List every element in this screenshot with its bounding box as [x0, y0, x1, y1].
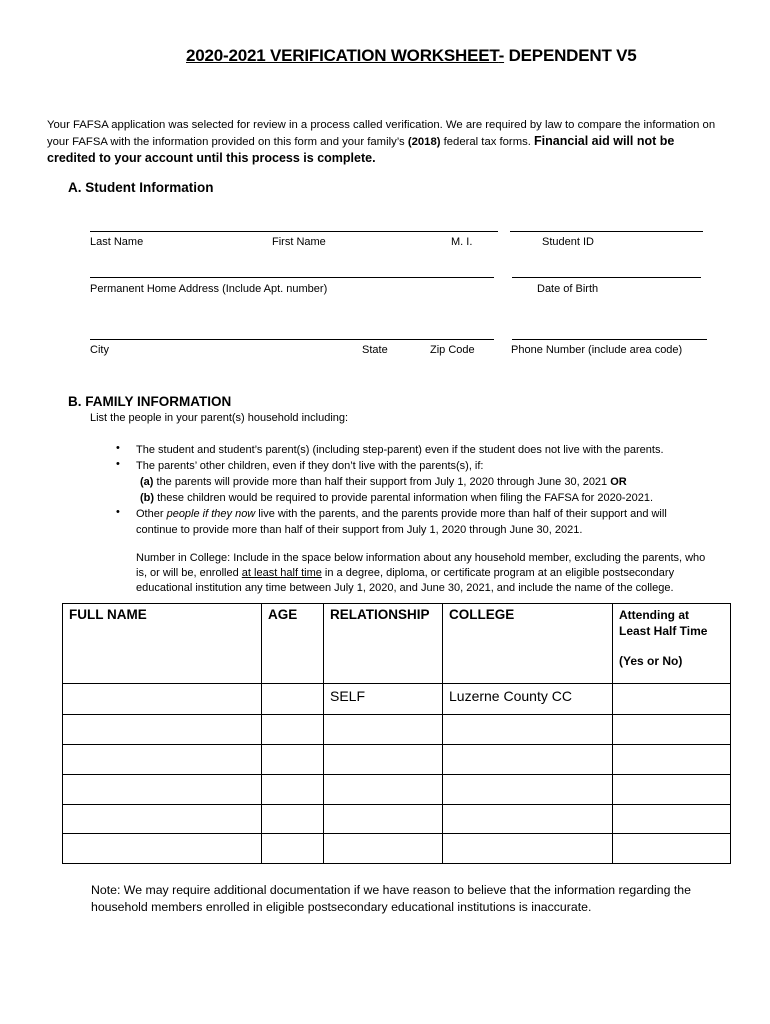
attending-cell[interactable]	[613, 775, 731, 805]
full-name-cell[interactable]	[63, 684, 262, 715]
title-dash: -	[498, 46, 505, 65]
college-note-line-1: Number in College: Include in the space below information about any household member, excluding the parents, who	[136, 552, 706, 564]
footer-note	[91, 882, 731, 916]
bullet-2-text: The parents’ other children, even if they don’t live with the parents(s), if:	[136, 460, 484, 472]
college-cell[interactable]	[443, 745, 613, 775]
college-note-text-a: is, or will be, enrolled	[136, 567, 242, 579]
relationship-value	[324, 834, 442, 838]
relationship-value	[324, 745, 442, 749]
attending-value	[613, 775, 730, 779]
first-name-label: First Name	[272, 236, 326, 248]
zip-label: Zip Code	[430, 344, 475, 356]
full-name-cell[interactable]	[63, 715, 262, 745]
age-cell[interactable]	[262, 775, 324, 805]
intro-line-2-text: your FAFSA with the information provided on this form and your family’s	[47, 136, 408, 148]
name-field-line[interactable]	[90, 231, 498, 232]
relationship-cell[interactable]	[324, 715, 443, 745]
age-cell[interactable]	[262, 834, 324, 864]
note-line-2: household members enrolled in eligible postsecondary educational institutions is inaccurate.	[91, 900, 592, 914]
full-name-value	[63, 834, 261, 838]
city-label: City	[90, 344, 109, 356]
college-cell[interactable]	[443, 805, 613, 834]
bullet-1-text: The student and student’s parent(s) (including step-parent) even if the student does not live with the parents.	[136, 444, 664, 456]
table-row	[63, 775, 731, 805]
table-row	[63, 805, 731, 834]
full-name-value	[63, 715, 261, 719]
intro-paragraph	[47, 117, 737, 167]
attending-value	[613, 715, 730, 719]
table-row	[63, 715, 731, 745]
bullet-3-text-c: live with the parents, and the parents provide more than half of their support and will	[255, 508, 667, 520]
age-value	[262, 745, 323, 749]
age-value	[262, 834, 323, 838]
relationship-cell[interactable]	[324, 745, 443, 775]
full-name-value	[63, 684, 261, 688]
college-value: Luzerne County CC	[449, 688, 572, 704]
state-label: State	[362, 344, 388, 356]
sub-item-b	[140, 490, 653, 506]
dob-label: Date of Birth	[537, 283, 599, 295]
bullet-3-text	[136, 506, 667, 522]
attending-value	[613, 834, 730, 838]
college-cell[interactable]	[443, 684, 613, 715]
attending-header-line-3: (Yes or No)	[619, 654, 683, 668]
household-table	[62, 603, 731, 864]
college-cell[interactable]	[443, 715, 613, 745]
relationship-value: SELF	[330, 688, 366, 704]
intro-line-3	[47, 150, 737, 167]
intro-tax-year: (2018)	[407, 136, 441, 148]
full-name-value	[63, 745, 261, 749]
attending-cell[interactable]	[613, 745, 731, 775]
relationship-cell[interactable]	[324, 834, 443, 864]
sub-item-a-tag: (a)	[140, 476, 154, 488]
full-name-value	[63, 805, 261, 809]
intro-warning-end: credited to your account until this process is complete.	[47, 151, 376, 165]
college-header	[443, 604, 613, 684]
attending-cell[interactable]	[613, 684, 731, 715]
college-note-half-time: at least half time	[241, 567, 322, 579]
relationship-header-label: RELATIONSHIP	[330, 607, 430, 622]
phone-label: Phone Number (include area code)	[511, 344, 683, 356]
student-id-field-line[interactable]	[510, 231, 703, 232]
sub-item-a-text: the parents will provide more than half their support from July 1, 2020 through June 30, 2021	[153, 476, 611, 488]
address-label: Permanent Home Address (Include Apt. number)	[90, 283, 328, 295]
table-row	[63, 745, 731, 775]
last-name-label: Last Name	[90, 236, 144, 248]
bullet-icon: •	[116, 442, 120, 454]
title-main: 2020-2021 VERIFICATION WORKSHEET	[186, 46, 499, 65]
bullet-icon: •	[116, 458, 120, 470]
college-value	[443, 805, 612, 809]
intro-line-2-text-b: federal tax forms.	[440, 136, 535, 148]
attending-cell[interactable]	[613, 834, 731, 864]
section-b-heading: B. FAMILY INFORMATION	[68, 394, 232, 409]
age-cell[interactable]	[262, 715, 324, 745]
table-row	[63, 834, 731, 864]
full-name-cell[interactable]	[63, 834, 262, 864]
attending-cell[interactable]	[613, 805, 731, 834]
age-value	[262, 684, 323, 688]
attending-cell[interactable]	[613, 715, 731, 745]
relationship-value	[324, 805, 442, 809]
bullet-icon: •	[116, 506, 120, 518]
age-value	[262, 715, 323, 719]
attending-value	[613, 684, 730, 688]
attending-header-line-2: Least Half Time	[619, 624, 708, 638]
relationship-header	[324, 604, 443, 684]
college-note-line-3: educational institution any time between July 1, 2020, and June 30, 2021, and include the name of the college.	[136, 582, 674, 594]
table-header-row	[63, 604, 731, 684]
dob-field-line[interactable]	[512, 277, 701, 278]
page-title	[186, 46, 637, 66]
full-name-cell[interactable]	[63, 805, 262, 834]
bullet-3-continued: continue to provide more than half of their support from July 1, 2020 through June 30, 2021.	[136, 524, 583, 536]
relationship-cell[interactable]	[324, 805, 443, 834]
table-row	[63, 684, 731, 715]
intro-warning-start: Financial aid will not be	[534, 134, 675, 148]
attending-value	[613, 805, 730, 809]
sub-item-b-tag: (b)	[140, 492, 155, 504]
age-header-label: AGE	[268, 607, 298, 622]
age-cell[interactable]	[262, 805, 324, 834]
bullet-3-text-a: Other	[136, 508, 167, 520]
age-value	[262, 805, 323, 809]
bullet-3-italic: people if they now	[166, 508, 256, 520]
sub-item-or: OR	[610, 476, 627, 488]
college-value	[443, 715, 612, 719]
college-value	[443, 745, 612, 749]
college-note-text-c: in a degree, diploma, or certificate program at an eligible postsecondary	[321, 567, 675, 579]
student-id-label: Student ID	[542, 236, 594, 248]
college-header-label: COLLEGE	[449, 607, 515, 622]
age-header	[262, 604, 324, 684]
sub-item-a	[140, 474, 627, 490]
full-name-header	[63, 604, 262, 684]
title-dependent: DEPENDENT V5	[504, 46, 637, 65]
relationship-value	[324, 715, 442, 719]
section-a-heading: A. Student Information	[68, 180, 214, 195]
city-state-zip-field-line[interactable]	[90, 339, 494, 340]
intro-line-1: Your FAFSA application was selected for review in a process called verification. We are required by law to compare the information on	[47, 119, 716, 131]
attending-header	[613, 604, 731, 684]
relationship-cell[interactable]	[324, 775, 443, 805]
college-note-line-2	[136, 565, 674, 581]
mi-label: M. I.	[451, 236, 473, 248]
age-cell[interactable]	[262, 745, 324, 775]
age-value	[262, 775, 323, 779]
college-cell[interactable]	[443, 834, 613, 864]
full-name-cell[interactable]	[63, 775, 262, 805]
section-b-subheading: List the people in your parent(s) household including:	[90, 412, 349, 424]
attending-header-line-1: Attending at	[619, 608, 689, 622]
full-name-header-label: FULL NAME	[69, 607, 147, 622]
address-field-line[interactable]	[90, 277, 494, 278]
sub-item-b-text: these children would be required to provide parental information when filing the FAFSA for 2020-2021.	[154, 492, 654, 504]
phone-field-line[interactable]	[512, 339, 707, 340]
full-name-value	[63, 775, 261, 779]
age-cell[interactable]	[262, 684, 324, 715]
relationship-cell[interactable]	[324, 684, 443, 715]
note-line-1: Note: We may require additional documentation if we have reason to believe that the information regarding the	[91, 883, 691, 897]
full-name-cell[interactable]	[63, 745, 262, 775]
college-value	[443, 834, 612, 838]
attending-value	[613, 745, 730, 749]
college-cell[interactable]	[443, 775, 613, 805]
intro-line-2	[47, 133, 737, 150]
relationship-value	[324, 775, 442, 779]
college-value	[443, 775, 612, 779]
